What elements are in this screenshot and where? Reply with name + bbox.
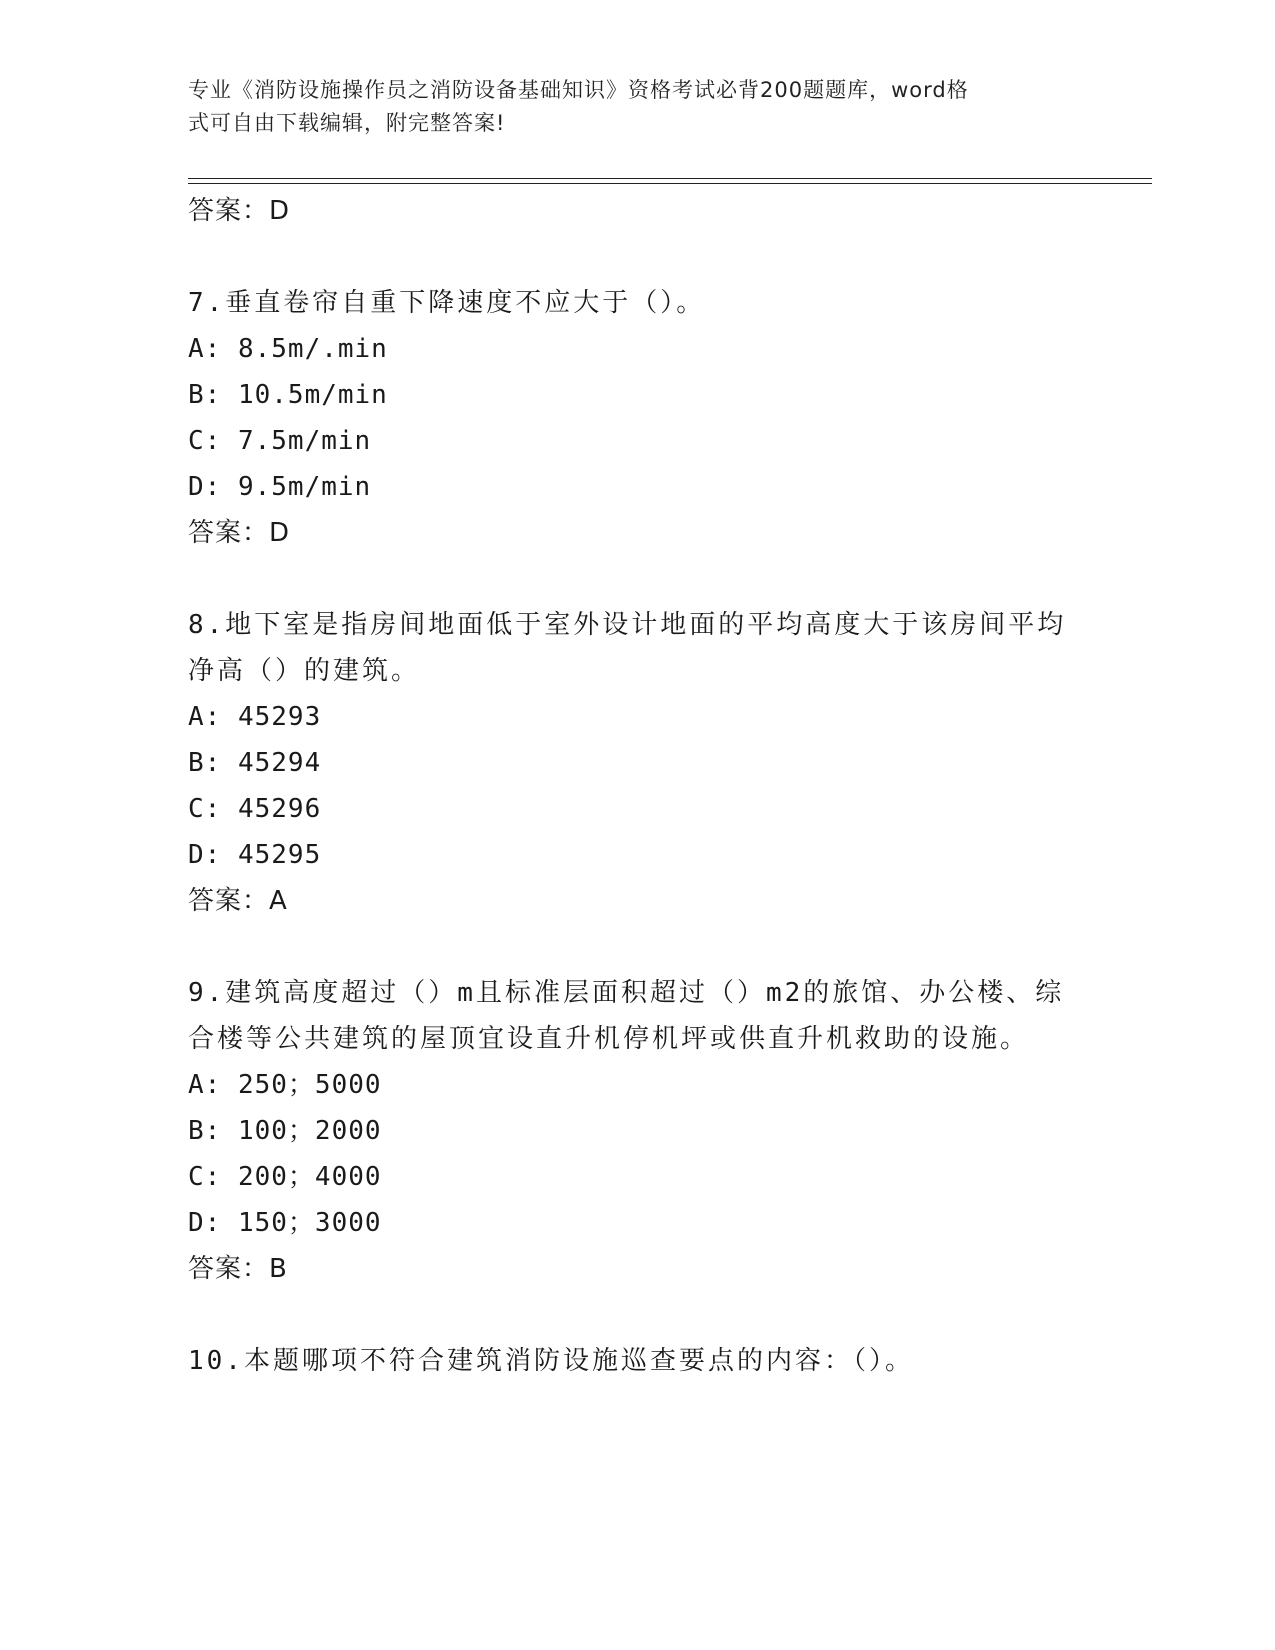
question-7-option-d: D: 9.5m/min [188,472,372,502]
question-8-option-c: C: 45296 [188,794,322,824]
question-9-answer: 答案：B [188,1254,288,1284]
question-9-stem-line-1: 9.建筑高度超过（）m且标准层面积超过（）m2的旅馆、办公楼、综 [188,978,1065,1008]
question-7-answer: 答案：D [188,518,291,548]
question-8-answer: 答案：A [188,886,288,916]
question-7 [188,280,1088,556]
question-7-option-a: A: 8.5m/.min [188,334,388,364]
spacer [188,556,1088,602]
header-divider-bottom [188,183,1152,184]
question-10-stem: 10.本题哪项不符合建筑消防设施巡查要点的内容：（）。 [188,1346,914,1376]
question-8 [188,602,1088,924]
question-8-stem-line-1: 8.地下室是指房间地面低于室外设计地面的平均高度大于该房间平均 [188,610,1067,640]
spacer [188,924,1088,970]
previous-answer: 答案：D [188,196,291,226]
question-8-stem-line-2: 净高（）的建筑。 [188,656,421,686]
question-7-option-b: B: 10.5m/min [188,380,388,410]
question-9-option-d: D: 150；3000 [188,1208,382,1238]
question-10 [188,1338,1088,1384]
spacer [188,234,1088,280]
question-9-option-c: C: 200；4000 [188,1162,382,1192]
header-divider-top [188,178,1152,179]
question-8-option-a: A: 45293 [188,702,322,732]
header-line-1: 专业《消防设施操作员之消防设备基础知识》资格考试必背200题题库，word格 [188,78,969,102]
header-line-2: 式可自由下载编辑，附完整答案! [188,111,506,135]
question-8-option-b: B: 45294 [188,748,322,778]
document-header [188,74,1068,140]
question-list [188,188,1088,1384]
spacer [188,1292,1088,1338]
question-8-option-d: D: 45295 [188,840,322,870]
question-9-option-a: A: 250；5000 [188,1070,382,1100]
question-9-stem-line-2: 合楼等公共建筑的屋顶宜设直升机停机坪或供直升机救助的设施。 [188,1024,1030,1054]
question-7-stem: 7.垂直卷帘自重下降速度不应大于（）。 [188,288,706,318]
question-9 [188,970,1088,1292]
question-9-option-b: B: 100；2000 [188,1116,382,1146]
question-7-option-c: C: 7.5m/min [188,426,372,456]
